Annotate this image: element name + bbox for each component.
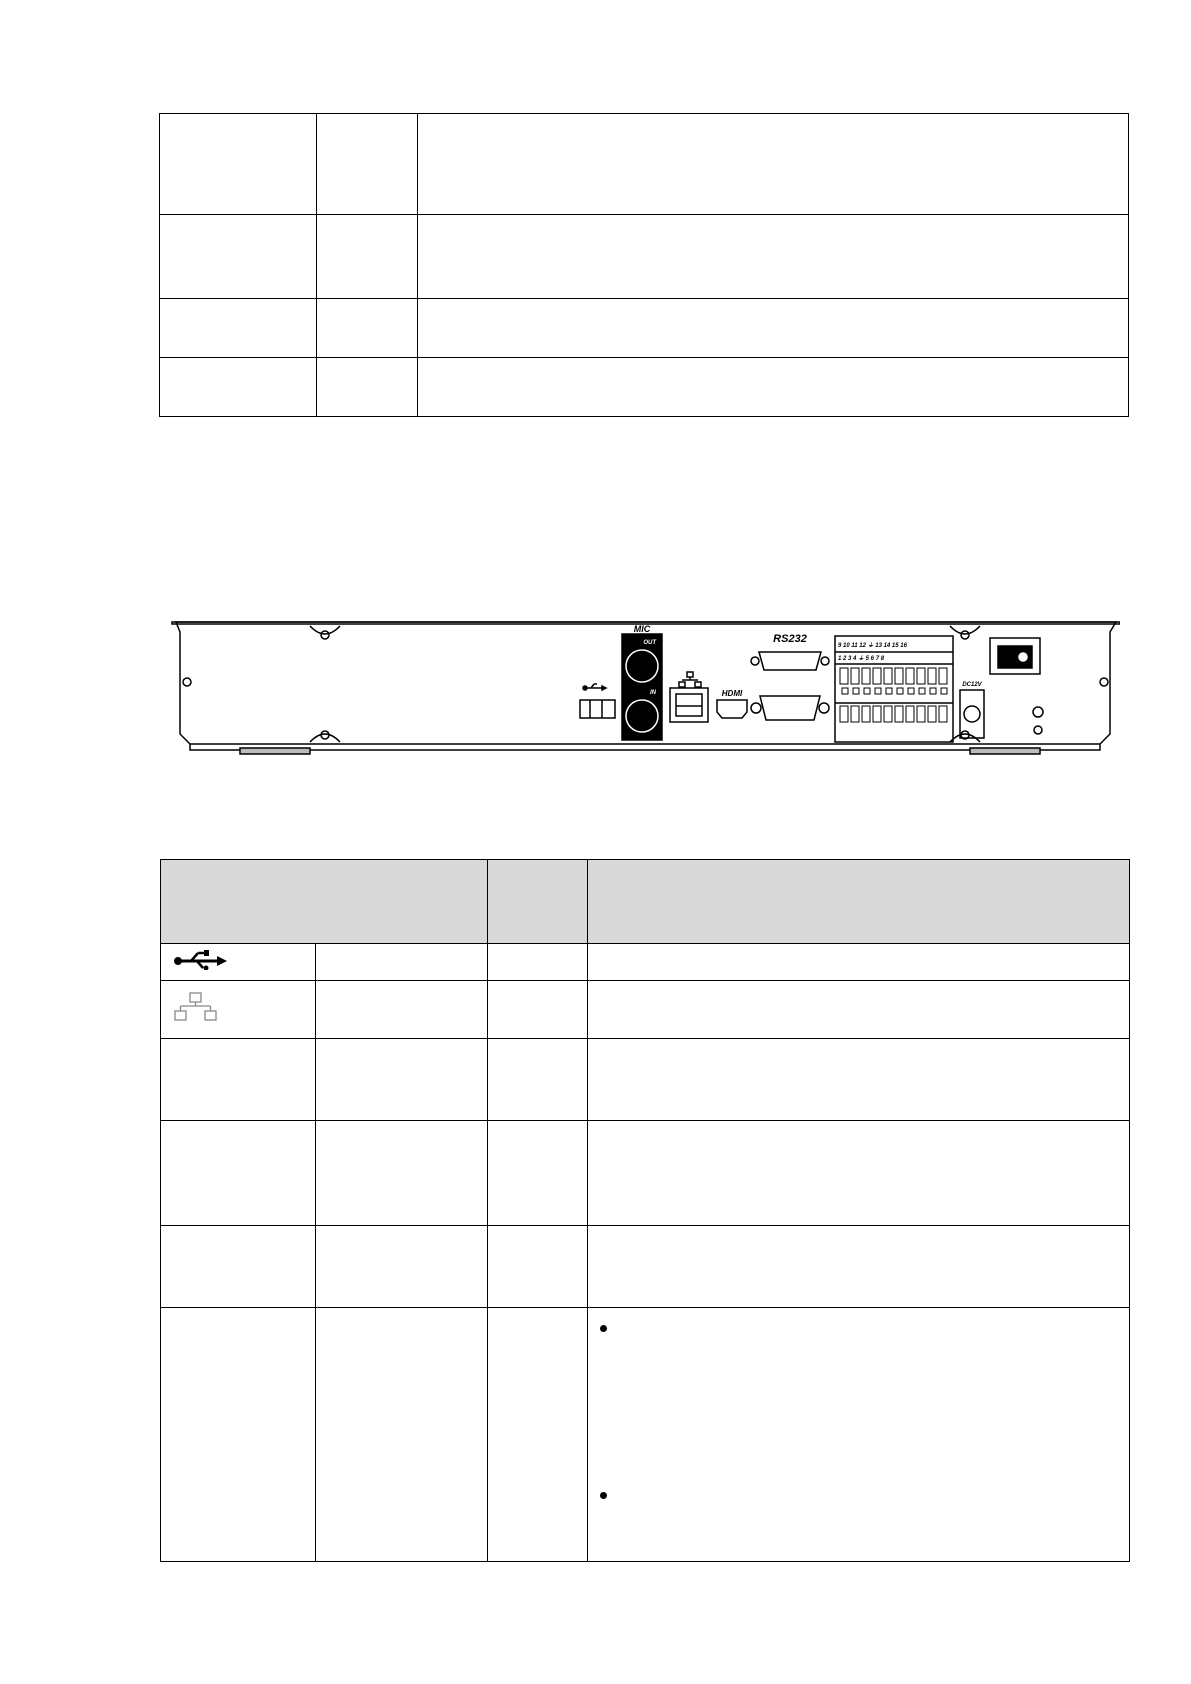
table-row <box>160 299 1129 358</box>
port-table <box>160 859 1130 1562</box>
table-cell <box>317 215 418 299</box>
bullet-point <box>600 1325 607 1332</box>
alarm-top-label: 9 10 11 12 ⏚ 13 14 15 16 <box>838 643 907 649</box>
network-icon <box>679 672 701 687</box>
rs232-label: RS232 <box>773 633 807 645</box>
table-cell <box>317 299 418 358</box>
rs232-port <box>759 652 821 670</box>
table-header-cell <box>488 860 588 944</box>
table-cell <box>316 1121 488 1226</box>
table-cell <box>588 1121 1130 1226</box>
table-cell <box>161 944 316 981</box>
table-cell <box>161 1121 316 1226</box>
table-cell <box>488 944 588 981</box>
table-cell <box>161 981 316 1039</box>
table-cell <box>588 1226 1130 1308</box>
in-label: IN <box>650 690 656 696</box>
usb-icon <box>173 950 229 970</box>
table-cell <box>317 114 418 215</box>
table-cell <box>588 1308 1130 1562</box>
table-cell <box>418 215 1129 299</box>
table-header-row <box>161 860 1130 944</box>
table-cell <box>316 1226 488 1308</box>
table-cell <box>488 981 588 1039</box>
top-table <box>159 113 1129 417</box>
table-cell <box>588 944 1130 981</box>
table-cell <box>317 358 418 417</box>
usb-icon <box>583 684 606 690</box>
alarm-bottom-label: 1 2 3 4 ⏚ 5 6 7 8 <box>838 656 885 662</box>
table-cell <box>316 1039 488 1121</box>
table-row <box>160 358 1129 417</box>
table-row <box>160 114 1129 215</box>
ground-screw <box>1033 707 1043 717</box>
table-header-cell <box>588 860 1130 944</box>
table-cell <box>161 1308 316 1562</box>
table-row <box>161 944 1130 981</box>
table-row <box>160 215 1129 299</box>
rear-panel-illustration <box>170 620 1120 762</box>
table-cell <box>588 1039 1130 1121</box>
table-cell <box>161 1039 316 1121</box>
vga-port <box>760 696 820 720</box>
table-row <box>161 1121 1130 1226</box>
table-cell <box>588 981 1130 1039</box>
table-cell <box>488 1121 588 1226</box>
table-cell <box>418 358 1129 417</box>
table-cell <box>488 1308 588 1562</box>
table-cell <box>488 1226 588 1308</box>
table-cell <box>316 981 488 1039</box>
table-cell <box>160 299 317 358</box>
hdmi-label: HDMI <box>721 689 743 698</box>
usb-port <box>580 700 615 718</box>
table-cell <box>418 299 1129 358</box>
table-header-cell <box>161 860 488 944</box>
table-row <box>161 1308 1130 1562</box>
hdmi-port <box>717 700 747 718</box>
table-cell <box>418 114 1129 215</box>
table-row <box>161 1226 1130 1308</box>
table-cell <box>316 1308 488 1562</box>
alarm-terminal-cells <box>840 668 947 722</box>
table-row <box>161 1039 1130 1121</box>
table-cell <box>160 358 317 417</box>
dc-label: DC12V <box>962 682 982 688</box>
table-cell <box>160 114 317 215</box>
mic-label: MIC <box>633 624 651 634</box>
out-label: OUT <box>643 640 656 646</box>
network-icon <box>173 992 219 1022</box>
table-cell <box>160 215 317 299</box>
table-cell <box>316 944 488 981</box>
table-cell <box>161 1226 316 1308</box>
bullet-point <box>600 1492 607 1499</box>
table-row <box>161 981 1130 1039</box>
table-cell <box>488 1039 588 1121</box>
